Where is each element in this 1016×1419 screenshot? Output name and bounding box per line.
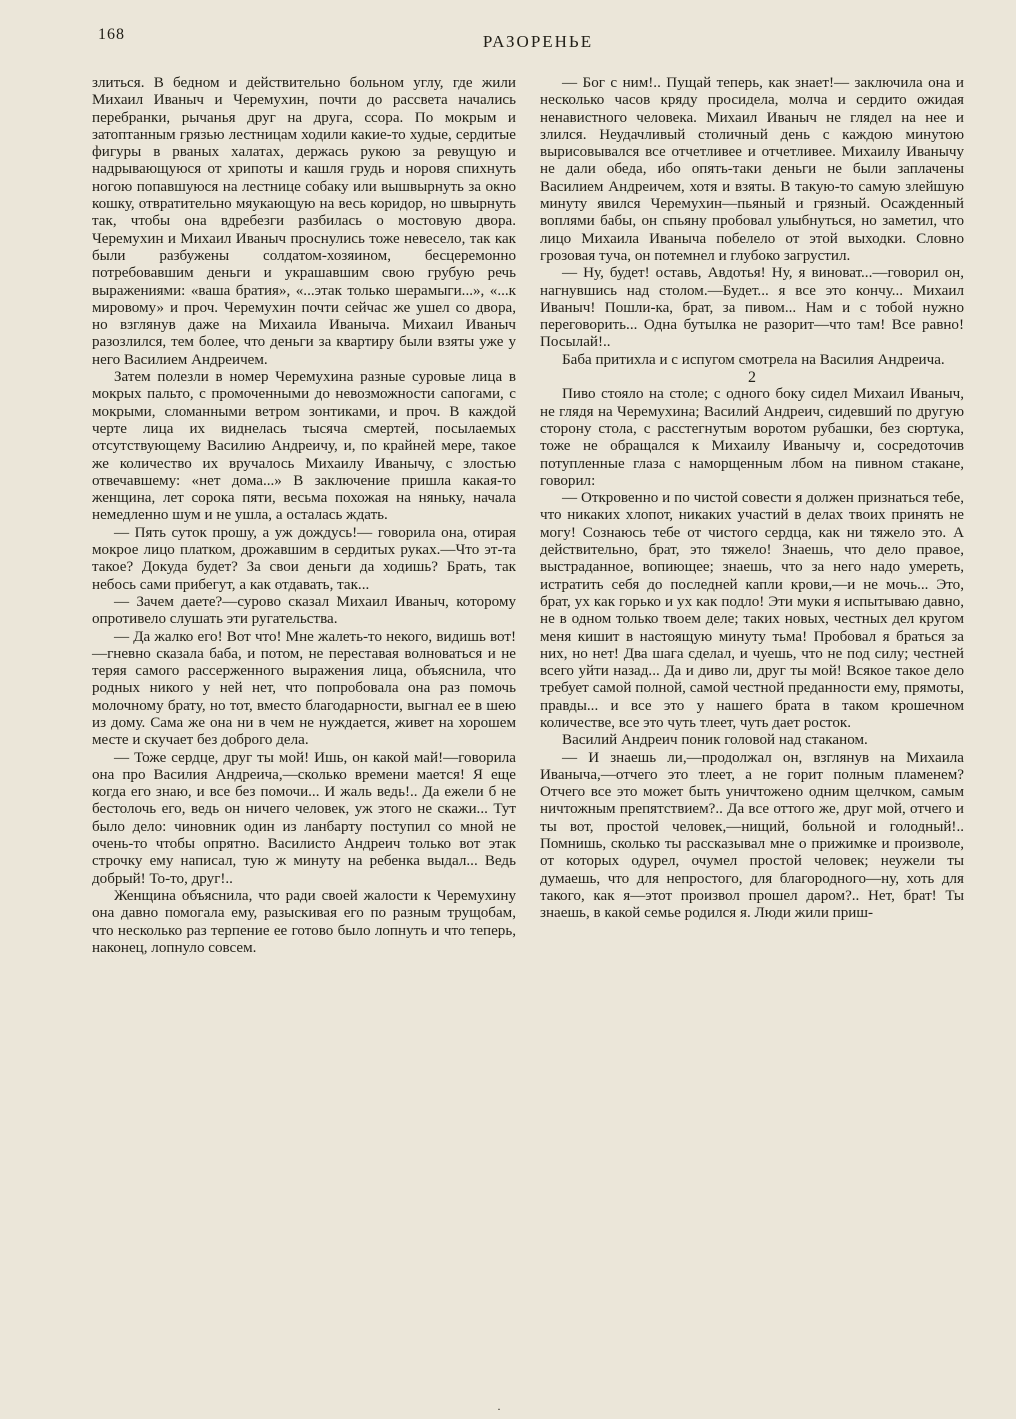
paragraph: злиться. В бедном и действительно больном углу, где жили Михаил Иваныч и Черемухин, почти до рассвета начались перебранки, рычанья друг на друга, ссора. По мокрым и затоптанным грязью лестницам ходили какие-то худые, сердитые фигуры в рваных халатах, держась рукою за ревущую и надрывающуюся от хрипоты и кашля грудь и норовя спихнуть ногою попавшуюся на лестнице собаку или вышвырнуть за окно кошку, отвратительно мяукающую на весь коридор, но швырнуть так, чтобы она вдребезги разбилась о мостовую двора. Черемухин и Михаил Иваныч проснулись тоже невесело, так как были разбужены солдатом-хозяином, бесцеремонно потребовавшим деньги и украшавшим свою грубую речь выражениями: «ваша братия», «...этак только шерамыги...», «...к мировому» и проч. Черемухин почти сейчас же ушел со двора, но взглянув даже на Михаила Иваныча. Михаил Иваныч разозлился, тем более, что деньги за квартиру были взяты уже у него Василием Андреичем. — [92, 75, 516, 368]
paragraph: — Пять суток прошу, а уж дождусь!— говорила она, отирая мокрое лицо платком, дрожавшим в сердитых руках.—Что эт-та такое? Докуда будет? За свои деньги да ходишь? Брать, так небось сами прибегут, а как отдавать, так... — [92, 524, 516, 593]
footer-mark: · — [497, 1402, 501, 1416]
section-number: 2 — [748, 369, 756, 387]
paragraph: — Да жалко его! Вот что! Мне жалеть-то некого, видишь вот!—гневно сказала баба, и потом, не переставая волноваться и не теряя самого рассерженного выражения лица, объяснила, что родных никого у ней нет, что попробовала она раз помочь молочному брату, но тот, вместо благодарности, выгнал ее в шею из дому. Сама же она ни в чем не нуждается, живет на хорошем месте и скучает без доброго дела. — [92, 628, 516, 749]
paragraph: — Зачем даете?—сурово сказал Михаил Иваныч, которому опротивело слушать эти ругательства. — [92, 593, 516, 628]
paragraph: Женщина объяснила, что ради своей жалости к Черемухину она давно помогала ему, разыскивая его по разным трущобам, что несколько раз терпение ее готово было лопнуть и что теперь, наконец, лопнуло совсем. — [92, 887, 516, 956]
running-title: РАЗОРЕНЬЕ — [482, 32, 594, 51]
right-column — [540, 75, 964, 923]
paragraph: Пиво стояло на столе; с одного боку сидел Михаил Иваныч, не глядя на Черемухина; Василий Андреич, сидевший по другую сторону стола, с расстегнутым воротом рубашки, без сюртука, тоже не обращался к Михаилу Иванычу и, сосредоточив потупленные глаза с наморщенным лбом на пивном стакане, говорил: — [540, 386, 964, 489]
paragraph: — Бог с ним!.. Пущай теперь, как знает!— заключила она и несколько часов кряду просидела, молча и сердито ожидая ненавистного человека. Михаил Иваныч не глядел на нее и злился. Неудачливый столичный день с каждою минутою вырисовывался все отчетливее и отчетливее. Михаилу Иванычу не дали обеда, ибо опять-таки деньги не были заплачены Василием Андреичем, хотя и взяты. В такую-то самую злейшую минуту явился Черемухин—пьяный и грязный. Осажденный воплями бабы, он спьяну пробовал улыбнуться, но заметил, что лицо Михаила Иваныча побелело от этой выходки. Словно грозовая туча, он потемнел и глубоко загрустил. — [540, 75, 964, 264]
paragraph: — Ну, будет! оставь, Авдотья! Ну, я виноват...—говорил он, нагнувшись над столом.—Будет... я все это кончу... Михаил Иваныч! Пошли-ка, брат, за пивом... Нам и с тобой нужно переговорить... Одна бутылка не разорит—что там! Все равно! Посылай!.. — [540, 265, 964, 351]
page-number: 168 — [98, 26, 125, 43]
paragraph: — И знаешь ли,—продолжал он, взглянув на Михаила Иваныча,—отчего это тлеет, а не горит полным пламенем? Отчего все это может быть уничтожено одним щелчком, самым ничтожным препятствием?.. Да все оттого же, друг мой, отчего и ты вот, простой человек,—нищий, больной и голодный!.. Помнишь, сколько ты рассказывал мне о прижимке и произволе, от которых одурел, очумел простой человек; неужели ты думаешь, что для непростого, для благородного—ну, хоть для такого, как я—этот произвол прошел даром?.. Нет, брат! Ты знаешь, в какой семье родился я. Люди жили приш- — [540, 749, 964, 922]
paragraph: Василий Андреич поник головой над стаканом. — [562, 732, 868, 749]
paragraph: Баба притихла и с испугом смотрела на Василия Андреича. — [562, 351, 945, 368]
paragraph: — Откровенно и по чистой совести я должен признаться тебе, что никаких хлопот, никаких участий в делах твоих принять не могу! Сознаюсь тебе от чистого сердца, как ни тяжело это. А действительно, брат, это тяжело! Знаешь, что дело правое, выстраданное, вопиющее; знаешь, что за него надо умереть, истратить себя до последней капли крови,—и не мочь... Это, брат, ух как горько и ух как подло! Эти муки я испытываю давно, не в одном только твоем деле; таких новых, честных дел кругом меня кишит в настоящую минуту тьма! Пробовал я браться за них, но нет! Два шага сделал, и чуешь, что не под силу; честней всего уйти назад... Да и диво ли, друг ты мой! Всякое такое дело требует самой полной, самой честной преданности ему, прямоты, правды... и все это у нашего брата в таком крошечном количестве, все это чуть тлеет, чуть дает росток. — [540, 490, 964, 731]
paragraph: Затем полезли в номер Черемухина разные суровые лица в мокрых пальто, с промоченными до невозможности сапогами, с мокрыми, сломанными ветром зонтиками, и проч. В каждой черте лица их виднелась тысяча смертей, посылаемых отсутствующему Василию Андреичу, и, по крайней мере, такое же количество их вручалось Михаилу Иванычу, с злостью отвечавшему: «нет дома...» В заключение пришла какая-то женщина, лет сорока пяти, весьма похожая на няньку, начала немедленно шум и не ушла, а осталась ждать. — [92, 369, 516, 524]
paragraph: — Тоже сердце, друг ты мой! Ишь, он какой май!—говорила она про Василия Андреича,—сколько времени мается! Я еще когда его знаю, и все без помочи... И жаль ведь!.. Да ежели б не бестолочь его, ведь он ничего человек, уж этого не скажи... Тут было дело: чиновник один из ланбарту поступил со мной не очень-то чтобы опрятно. Василисто Андреич только вот этак строчку ему написал, тую ж минуту на ребенка выдал... Ведь добрый! То-то, друг!.. — [92, 749, 516, 887]
left-column — [92, 75, 516, 957]
